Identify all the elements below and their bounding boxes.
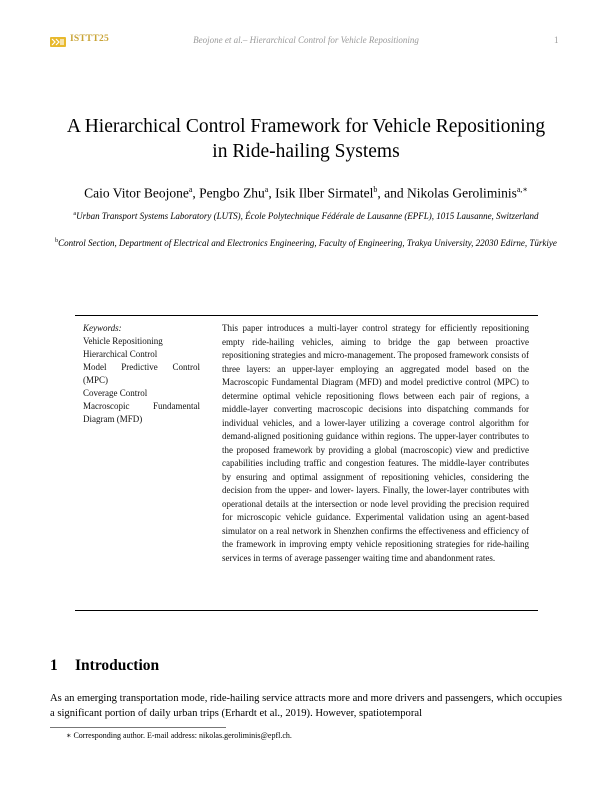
keyword-item: Coverage Control (83, 388, 148, 398)
title-line: A Hierarchical Control Framework for Vehicle Repositioning (66, 116, 546, 137)
author-separator: , (192, 185, 200, 201)
affiliation-b (50, 235, 562, 250)
author-name: Caio Vitor Beojone (84, 185, 189, 201)
keyword-item: Model Predictive Control (MPC) (83, 362, 200, 385)
footnote-rule (50, 727, 226, 728)
keyword-item: Vehicle Repositioning (83, 336, 163, 346)
section-number: 1 (50, 657, 58, 674)
keyword-item: Macroscopic Fundamental Diagram (MFD) (83, 401, 200, 424)
author-affil-mark: a (264, 185, 269, 194)
author-affil-mark: a (188, 185, 193, 194)
paper-title (40, 114, 572, 164)
page-number: 1 (554, 35, 559, 45)
affiliation-a (50, 208, 562, 223)
running-title: Beojone et al.– Hierarchical Control for Vehicle Repositioning (193, 35, 419, 45)
abstract-bottom-rule (75, 610, 538, 611)
journal-name: ISTTT25 (70, 34, 109, 44)
affiliation-mark: b (55, 238, 59, 244)
affiliation-text: Urban Transport Systems Laboratory (LUTS), École Polytechnique Fédérale de Lausanne (EPFL), 1015 Lausanne, Switzerland (76, 211, 539, 221)
section-title: Introduction (75, 657, 160, 674)
author-separator: , (268, 185, 276, 201)
author-name: Nikolas Geroliminis (406, 185, 517, 201)
keywords-block (83, 322, 200, 426)
author-list (40, 181, 572, 203)
footnote: ∗ Corresponding author. E-mail address: nikolas.geroliminis@epfl.ch. (66, 731, 292, 740)
title-line: in Ride-hailing Systems (212, 141, 400, 162)
author-affil-mark: a,∗ (516, 185, 528, 194)
author-affil-mark: b (373, 185, 378, 194)
author-separator: , and (377, 185, 407, 201)
affiliation-text: Control Section, Department of Electrical and Electronics Engineering, Faculty of Engineering, Trakya University, 22030 Edirne, Türkiye (58, 238, 557, 248)
abstract-text: This paper introduces a multi-layer control strategy for efficiently repositioning empty ride-hailing vehicles, aiming to bridge the gap between proactive repositioning strategies and micro-management. The proposed framework consists of three layers: an upper-layer employing an aggregated model based on the Macroscopic Fundamental Diagram (MFD) and model predictive control (MPC) to determine optimal vehicle repositioning flows between each pair of regions, a middle-layer converting macroscopic decisions into dispatching commands for individual vehicles, and a lower-layer utilizing a coverage control algorithm for demand-aligned positioning guidance within regions. The upper-layer contributes to the proposed framework by providing a global (macroscopic) view and predictive capabilities including traffic and congestion features. The middle-layer contributes by ensuring and optimal assignment of repositioning vehicles, considering the decision from the upper- and lower- layers. Finally, the lower-layer contributes with operational details at the intersection or node level providing the precision required for microscopic vehicle guidance. Experimental validation using an agent-based simulator on a real network in Shenzhen confirms the effectiveness and efficiency of the framework in improving empty vehicle repositioning strategies for ride-hailing services in terms of average passenger waiting time and abandonment rates. (222, 323, 530, 563)
author-name: Isik Ilber Sirmatel (275, 185, 374, 201)
intro-paragraph: As an emerging transportation mode, ride-hailing service attracts more and more drivers and passengers, which occupies a significant portion of daily urban trips (Erhardt et al., 2019). However, spatiotemporal (50, 693, 562, 719)
abstract-top-rule (75, 315, 538, 316)
keyword-item: Hierarchical Control (83, 349, 158, 359)
affiliation-mark: a (73, 211, 77, 217)
author-name: Pengbo Zhu (199, 185, 265, 201)
keywords-title: Keywords: (83, 323, 122, 333)
